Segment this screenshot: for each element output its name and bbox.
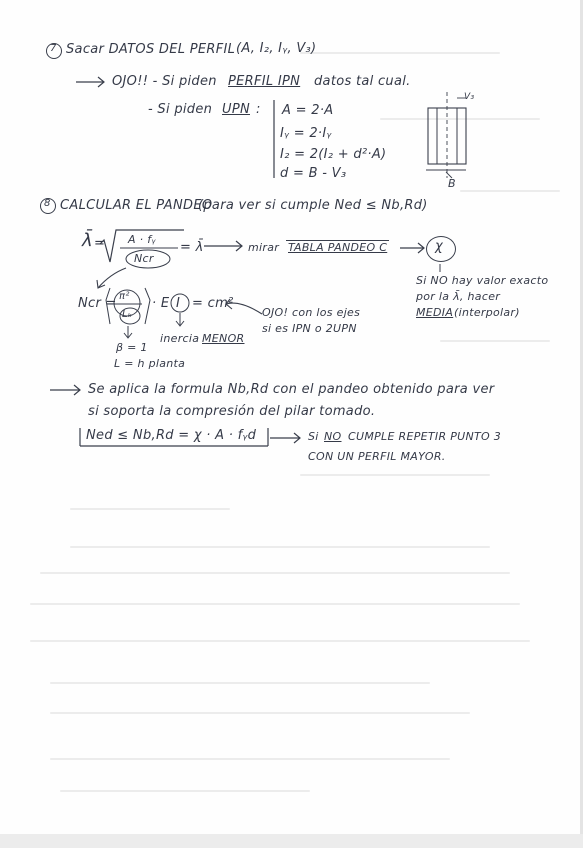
page-edge-bottom [0,834,583,848]
result-line-2: CON UN PERFIL MAYOR. [308,450,446,463]
inertia-symbol: I [176,296,181,311]
pi-squared: π² [119,291,130,302]
buckling-length: Lₖ [122,309,133,320]
step-7-title: Sacar DATOS DEL PERFIL [66,42,236,57]
upn-word: UPN [222,102,250,117]
chi-symbol: χ [435,239,443,254]
note-line-1: Si NO hay valor exacto [416,274,549,287]
upn-prefix: - Si piden [148,102,213,117]
length-definition: L = h planta [114,357,186,370]
ojo-ejes-line-2: si es IPN o 2UPN [262,322,357,335]
mirar-text: mirar [248,241,280,254]
figure-label-vs: V₃ [464,92,475,102]
eq-cm2: = cm² [192,296,234,311]
step-7-number: 7 [50,43,57,54]
beta-value: β = 1 [116,341,148,354]
lambda-equals: = [94,236,106,251]
note-line-2: por la λ̄, hacer [416,290,501,303]
ojo-suffix: datos tal cual. [314,74,411,89]
ojo-perfil-ipn: PERFIL IPN [228,74,301,89]
upn-eq-iz: I₂ = 2(I₂ + d²·A) [280,147,387,162]
step-8-number: 8 [44,198,51,209]
upn-colon: : [256,102,261,117]
final-line-2: si soporta la compresión del pilar tomado. [88,404,376,419]
upn-eq-area: A = 2·A [282,103,334,118]
upn-eq-iy: Iᵧ = 2·Iᵧ [280,126,332,141]
tabla-pandeo: TABLA PANDEO C [288,241,388,254]
figure-label-b: B [448,177,456,190]
result-rest: CUMPLE REPETIR PUNTO 3 [348,430,502,443]
eq-lambda: = λ̄ [180,240,204,255]
result-si: Si [308,430,319,443]
times-e: · E [152,296,170,311]
upn-eq-d: d = B - V₃ [280,166,347,181]
inercia-menor: MENOR [202,332,245,345]
sqrt-denominator: Ncr [134,252,154,265]
ncr-label: Ncr = [78,296,117,311]
step-8-condition: (para ver si cumple Ned ≤ Nb,Rd) [198,198,428,213]
note-interpolar: (interpolar) [454,306,520,319]
ojo-prefix: OJO!! - Si piden [112,74,217,89]
final-line-1: Se aplica la formula Nb,Rd con el pandeo obtenido para ver [88,382,495,397]
step-7-params: (A, I₂, Iᵧ, V₃) [236,41,317,56]
ojo-ejes-line-1: OJO! con los ejes [262,306,361,319]
lambda-symbol: λ̄ [82,230,93,251]
sqrt-numerator: A · fᵧ [128,233,156,246]
step-8-title: CALCULAR EL PANDEO [60,198,213,213]
result-no: NO [324,430,342,443]
boxed-formula: Ned ≤ Nb,Rd = χ · A · fᵧd [86,428,257,443]
inercia-prefix: inercia [160,332,200,345]
note-media: MEDIA [416,306,454,319]
